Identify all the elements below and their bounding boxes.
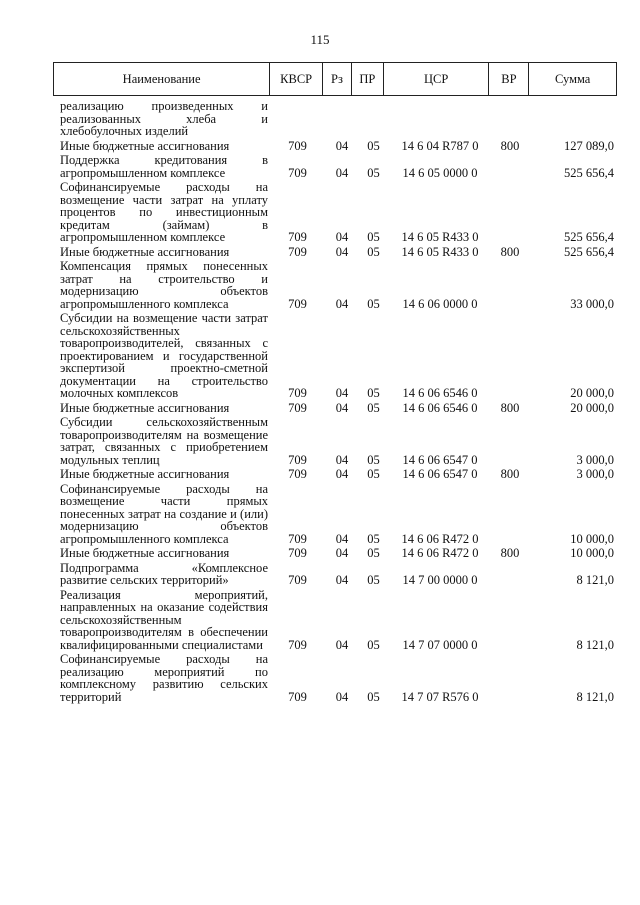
cell-sum: 3 000,0 xyxy=(576,467,614,481)
cell-name: Субсидии сельскохозяйственным товаропроизводителям на возмещение затрат, связанных с приобретением модульных теплиц xyxy=(60,415,268,467)
cell-sum: 525 656,4 xyxy=(564,165,614,180)
cell-kvsr: 709 xyxy=(288,138,307,153)
cell-sum: 33 000,0 xyxy=(570,296,614,311)
cell-pr: 05 xyxy=(367,296,380,311)
cell-sum: 10 000,0 xyxy=(570,546,614,560)
cell-name: Иные бюджетные ассигнования xyxy=(60,138,230,153)
cell-kvsr: 709 xyxy=(288,165,307,180)
cell-name: Реализация мероприятий, направленных на оказание содействия сельскохозяйственным товаропроизводителям в обеспечении квалифицированными специалистами xyxy=(60,587,268,652)
cell-pr: 05 xyxy=(367,138,380,153)
table-body xyxy=(60,100,614,705)
cell-pr: 05 xyxy=(367,165,380,180)
cell-rz: 04 xyxy=(335,689,349,704)
table-row xyxy=(60,468,614,483)
cell-csr: 14 6 06 6546 0 xyxy=(402,400,478,415)
cell-rz: 04 xyxy=(335,573,349,587)
cell-name: Софинансируемые расходы на реализацию мероприятий по комплексному развитию сельских территорий xyxy=(60,652,268,704)
cell-rz: 04 xyxy=(335,138,349,153)
cell-rz: 04 xyxy=(335,296,349,311)
cell-vr: 800 xyxy=(500,244,520,259)
header-kvsr: КВСР xyxy=(270,63,323,95)
cell-name: Компенсация прямых понесенных затрат на строительство и модернизацию объектов агропромышленного комплекса xyxy=(60,259,268,311)
cell-csr: 14 6 05 R433 0 xyxy=(401,230,479,244)
cell-name: реализацию произведенных и реализованных хлеба и хлебобулочных изделий xyxy=(60,99,268,138)
cell-name: Иные бюджетные ассигнования xyxy=(60,546,230,560)
header-csr: ЦСР xyxy=(384,63,490,95)
cell-csr: 14 6 06 R472 0 xyxy=(401,531,479,546)
page-number: 115 xyxy=(310,32,330,47)
cell-pr: 05 xyxy=(367,400,380,415)
cell-pr: 05 xyxy=(367,386,380,400)
cell-pr: 05 xyxy=(367,573,380,587)
cell-kvsr: 709 xyxy=(288,689,307,704)
cell-rz: 04 xyxy=(335,452,349,467)
cell-rz: 04 xyxy=(335,230,349,244)
cell-kvsr: 709 xyxy=(288,296,307,311)
cell-rz: 04 xyxy=(335,386,349,400)
cell-sum: 127 089,0 xyxy=(564,138,614,153)
cell-csr: 14 7 07 0000 0 xyxy=(402,637,478,652)
cell-csr: 14 6 06 6547 0 xyxy=(402,467,478,481)
table-row xyxy=(60,483,614,548)
cell-vr: 800 xyxy=(500,546,520,560)
cell-rz: 04 xyxy=(335,165,349,180)
cell-sum: 8 121,0 xyxy=(576,573,614,587)
cell-pr: 05 xyxy=(367,452,380,467)
header-sum: Сумма xyxy=(554,71,591,86)
cell-pr: 05 xyxy=(367,467,380,481)
cell-rz: 04 xyxy=(335,637,349,652)
cell-pr: 05 xyxy=(367,546,380,560)
cell-vr: 800 xyxy=(500,400,520,415)
cell-csr: 14 7 00 0000 0 xyxy=(402,573,478,587)
table-row xyxy=(60,154,614,181)
cell-rz: 04 xyxy=(335,546,349,560)
cell-kvsr: 709 xyxy=(288,452,307,467)
cell-kvsr: 709 xyxy=(288,546,307,560)
cell-csr: 14 7 07 R576 0 xyxy=(401,689,479,704)
cell-name: Софинансируемые расходы на возмещение части затрат на уплату процентов по инвестиционным кредитам (займам) в агропромышленном комплексе xyxy=(60,180,268,244)
cell-kvsr: 709 xyxy=(288,573,307,587)
cell-sum: 525 656,4 xyxy=(564,244,614,259)
cell-kvsr: 709 xyxy=(288,386,307,400)
cell-pr: 05 xyxy=(367,637,380,652)
cell-name: Иные бюджетные ассигнования xyxy=(60,400,230,415)
header-name: Наименование xyxy=(54,63,270,95)
cell-kvsr: 709 xyxy=(288,400,307,415)
cell-sum: 20 000,0 xyxy=(570,400,614,415)
header-vr: ВР xyxy=(489,63,529,95)
cell-csr: 14 6 06 0000 0 xyxy=(402,296,478,311)
cell-csr: 14 6 05 R433 0 xyxy=(401,244,479,259)
table-header xyxy=(53,62,617,96)
cell-rz: 04 xyxy=(335,244,349,259)
cell-kvsr: 709 xyxy=(288,230,307,244)
table-row xyxy=(60,589,614,654)
cell-kvsr: 709 xyxy=(288,244,307,259)
table-row xyxy=(60,140,614,155)
table-row xyxy=(60,312,614,402)
cell-rz: 04 xyxy=(335,400,349,415)
table-row xyxy=(60,547,614,562)
cell-sum: 8 121,0 xyxy=(576,689,614,704)
cell-name: Поддержка кредитования в агропромышленном комплексе xyxy=(60,153,268,180)
cell-sum: 525 656,4 xyxy=(564,230,614,244)
cell-kvsr: 709 xyxy=(288,467,307,481)
cell-csr: 14 6 06 6546 0 xyxy=(402,386,478,400)
cell-name: Иные бюджетные ассигнования xyxy=(60,244,230,259)
cell-csr: 14 6 05 0000 0 xyxy=(402,165,478,180)
cell-name: Иные бюджетные ассигнования xyxy=(60,467,230,481)
cell-csr: 14 6 04 R787 0 xyxy=(401,138,479,153)
cell-pr: 05 xyxy=(367,230,380,244)
cell-rz: 04 xyxy=(335,467,349,481)
table-row xyxy=(60,402,614,417)
cell-sum: 3 000,0 xyxy=(576,452,614,467)
cell-vr: 800 xyxy=(500,467,520,481)
table-row xyxy=(60,181,614,246)
cell-vr: 800 xyxy=(500,138,520,153)
cell-name: Софинансируемые расходы на возмещение части прямых понесенных затрат на создание и (или) модернизацию объектов агропромышленного комплекса xyxy=(60,481,268,546)
table-row xyxy=(60,416,614,468)
cell-sum: 10 000,0 xyxy=(570,531,614,546)
cell-sum: 8 121,0 xyxy=(576,637,614,652)
cell-kvsr: 709 xyxy=(288,637,307,652)
header-pr: ПР xyxy=(352,63,384,95)
table-row xyxy=(60,653,614,705)
cell-csr: 14 6 06 R472 0 xyxy=(401,546,479,560)
cell-pr: 05 xyxy=(367,531,380,546)
cell-pr: 05 xyxy=(367,244,380,259)
table-row xyxy=(60,246,614,261)
cell-name: Подпрограмма «Комплексное развитие сельских территорий» xyxy=(60,560,268,587)
header-rz: Рз xyxy=(323,63,352,95)
cell-csr: 14 6 06 6547 0 xyxy=(402,452,478,467)
cell-name: Субсидии на возмещение части затрат сельскохозяйственных товаропроизводителей, связанных с проектированием и государственной экспертизой проектно-сметной документации на строительство молочных комплексов xyxy=(60,311,268,400)
cell-pr: 05 xyxy=(367,689,380,704)
cell-sum: 20 000,0 xyxy=(570,386,614,400)
cell-kvsr: 709 xyxy=(288,531,307,546)
cell-rz: 04 xyxy=(335,531,349,546)
table-row xyxy=(60,260,614,312)
table-row xyxy=(60,100,614,140)
table-row xyxy=(60,562,614,589)
